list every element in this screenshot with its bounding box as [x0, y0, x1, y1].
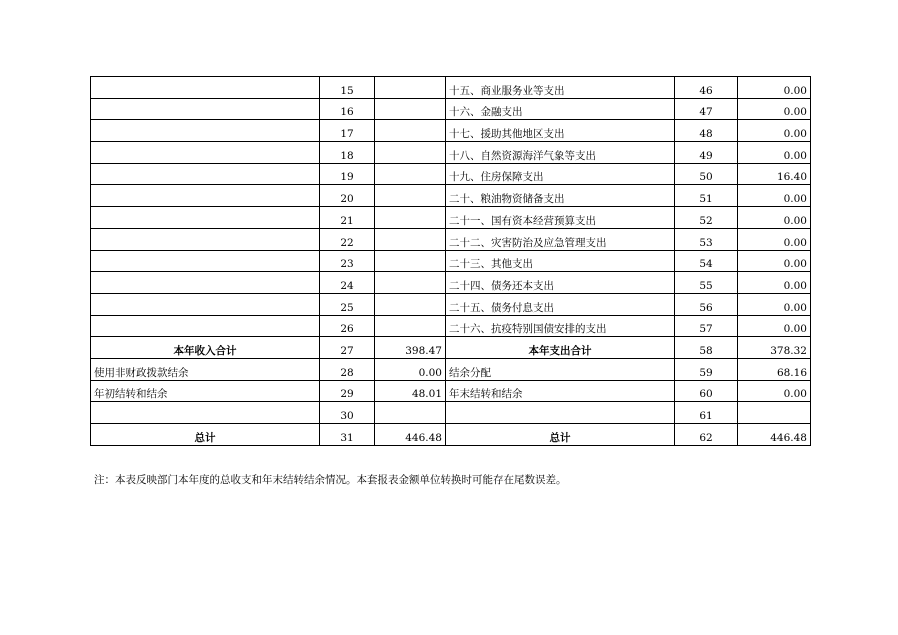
right-row-number: 59	[675, 358, 738, 380]
table-row	[91, 228, 811, 250]
right-amount	[738, 402, 811, 424]
table-body	[91, 77, 811, 446]
table-row	[91, 272, 811, 294]
left-amount: 446.48	[375, 424, 446, 446]
table-row	[91, 250, 811, 272]
left-row-number: 15	[320, 77, 375, 99]
right-row-number: 60	[675, 380, 738, 402]
right-amount: 0.00	[738, 380, 811, 402]
right-item-label	[446, 402, 675, 424]
left-row-number: 17	[320, 120, 375, 142]
right-item-label: 年末结转和结余	[446, 380, 675, 402]
left-item-label	[91, 207, 320, 229]
left-item-label: 年初结转和结余	[91, 380, 320, 402]
table-row	[91, 380, 811, 402]
income-expenditure-table	[90, 76, 811, 446]
right-amount: 0.00	[738, 185, 811, 207]
right-item-label: 本年支出合计	[446, 337, 675, 359]
left-item-label	[91, 77, 320, 99]
left-item-label	[91, 228, 320, 250]
left-item-label	[91, 185, 320, 207]
right-amount: 0.00	[738, 293, 811, 315]
table-row	[91, 77, 811, 99]
left-amount	[375, 207, 446, 229]
left-row-number: 24	[320, 272, 375, 294]
left-item-label	[91, 293, 320, 315]
right-item-label: 十六、金融支出	[446, 98, 675, 120]
right-row-number: 51	[675, 185, 738, 207]
left-amount	[375, 77, 446, 99]
table-row	[91, 163, 811, 185]
left-row-number: 29	[320, 380, 375, 402]
table-row	[91, 98, 811, 120]
right-row-number: 49	[675, 142, 738, 164]
left-item-label: 本年收入合计	[91, 337, 320, 359]
right-item-label: 二十五、债务付息支出	[446, 293, 675, 315]
left-item-label: 使用非财政拨款结余	[91, 358, 320, 380]
right-item-label: 二十二、灾害防治及应急管理支出	[446, 228, 675, 250]
right-row-number: 57	[675, 315, 738, 337]
right-item-label: 十九、住房保障支出	[446, 163, 675, 185]
right-item-label: 二十四、债务还本支出	[446, 272, 675, 294]
left-row-number: 28	[320, 358, 375, 380]
right-amount: 0.00	[738, 207, 811, 229]
right-row-number: 47	[675, 98, 738, 120]
right-row-number: 56	[675, 293, 738, 315]
right-row-number: 55	[675, 272, 738, 294]
right-item-label: 十五、商业服务业等支出	[446, 77, 675, 99]
left-item-label	[91, 272, 320, 294]
right-row-number: 46	[675, 77, 738, 99]
right-row-number: 48	[675, 120, 738, 142]
right-amount: 0.00	[738, 77, 811, 99]
right-item-label: 结余分配	[446, 358, 675, 380]
left-row-number: 16	[320, 98, 375, 120]
left-amount: 0.00	[375, 358, 446, 380]
right-item-label: 二十六、抗疫特别国债安排的支出	[446, 315, 675, 337]
left-item-label	[91, 120, 320, 142]
right-item-label: 十八、自然资源海洋气象等支出	[446, 142, 675, 164]
left-item-label	[91, 250, 320, 272]
right-amount: 0.00	[738, 98, 811, 120]
table-total-row	[91, 337, 811, 359]
right-row-number: 58	[675, 337, 738, 359]
right-amount: 0.00	[738, 228, 811, 250]
left-row-number: 23	[320, 250, 375, 272]
right-row-number: 52	[675, 207, 738, 229]
left-item-label: 总计	[91, 424, 320, 446]
table-total-row	[91, 424, 811, 446]
left-row-number: 21	[320, 207, 375, 229]
left-amount	[375, 163, 446, 185]
left-amount	[375, 142, 446, 164]
left-row-number: 30	[320, 402, 375, 424]
left-amount	[375, 98, 446, 120]
right-amount: 68.16	[738, 358, 811, 380]
left-amount: 398.47	[375, 337, 446, 359]
right-row-number: 54	[675, 250, 738, 272]
right-item-label: 总计	[446, 424, 675, 446]
left-amount	[375, 228, 446, 250]
left-item-label	[91, 315, 320, 337]
left-amount	[375, 402, 446, 424]
left-item-label	[91, 163, 320, 185]
right-row-number: 50	[675, 163, 738, 185]
footnote: 注：本表反映部门本年度的总收支和年末结转结余情况。本套报表金额单位转换时可能存在尾数误差。	[94, 474, 567, 486]
right-row-number: 53	[675, 228, 738, 250]
table-row	[91, 207, 811, 229]
table-row	[91, 120, 811, 142]
left-item-label	[91, 142, 320, 164]
right-amount: 16.40	[738, 163, 811, 185]
right-row-number: 61	[675, 402, 738, 424]
left-amount	[375, 315, 446, 337]
right-amount: 446.48	[738, 424, 811, 446]
right-item-label: 二十三、其他支出	[446, 250, 675, 272]
right-amount: 0.00	[738, 272, 811, 294]
table-row	[91, 315, 811, 337]
left-row-number: 20	[320, 185, 375, 207]
left-amount	[375, 120, 446, 142]
left-row-number: 22	[320, 228, 375, 250]
right-item-label: 二十一、国有资本经营预算支出	[446, 207, 675, 229]
table-row	[91, 142, 811, 164]
left-row-number: 25	[320, 293, 375, 315]
left-row-number: 18	[320, 142, 375, 164]
left-item-label	[91, 98, 320, 120]
left-amount	[375, 185, 446, 207]
left-row-number: 26	[320, 315, 375, 337]
left-row-number: 31	[320, 424, 375, 446]
right-amount: 378.32	[738, 337, 811, 359]
table-row	[91, 293, 811, 315]
left-row-number: 27	[320, 337, 375, 359]
table-row	[91, 402, 811, 424]
right-item-label: 十七、援助其他地区支出	[446, 120, 675, 142]
table-row	[91, 185, 811, 207]
right-amount: 0.00	[738, 250, 811, 272]
left-amount	[375, 250, 446, 272]
left-amount: 48.01	[375, 380, 446, 402]
right-amount: 0.00	[738, 315, 811, 337]
left-item-label	[91, 402, 320, 424]
left-row-number: 19	[320, 163, 375, 185]
right-row-number: 62	[675, 424, 738, 446]
right-amount: 0.00	[738, 120, 811, 142]
left-amount	[375, 272, 446, 294]
left-amount	[375, 293, 446, 315]
table-row	[91, 358, 811, 380]
right-amount: 0.00	[738, 142, 811, 164]
right-item-label: 二十、粮油物资储备支出	[446, 185, 675, 207]
